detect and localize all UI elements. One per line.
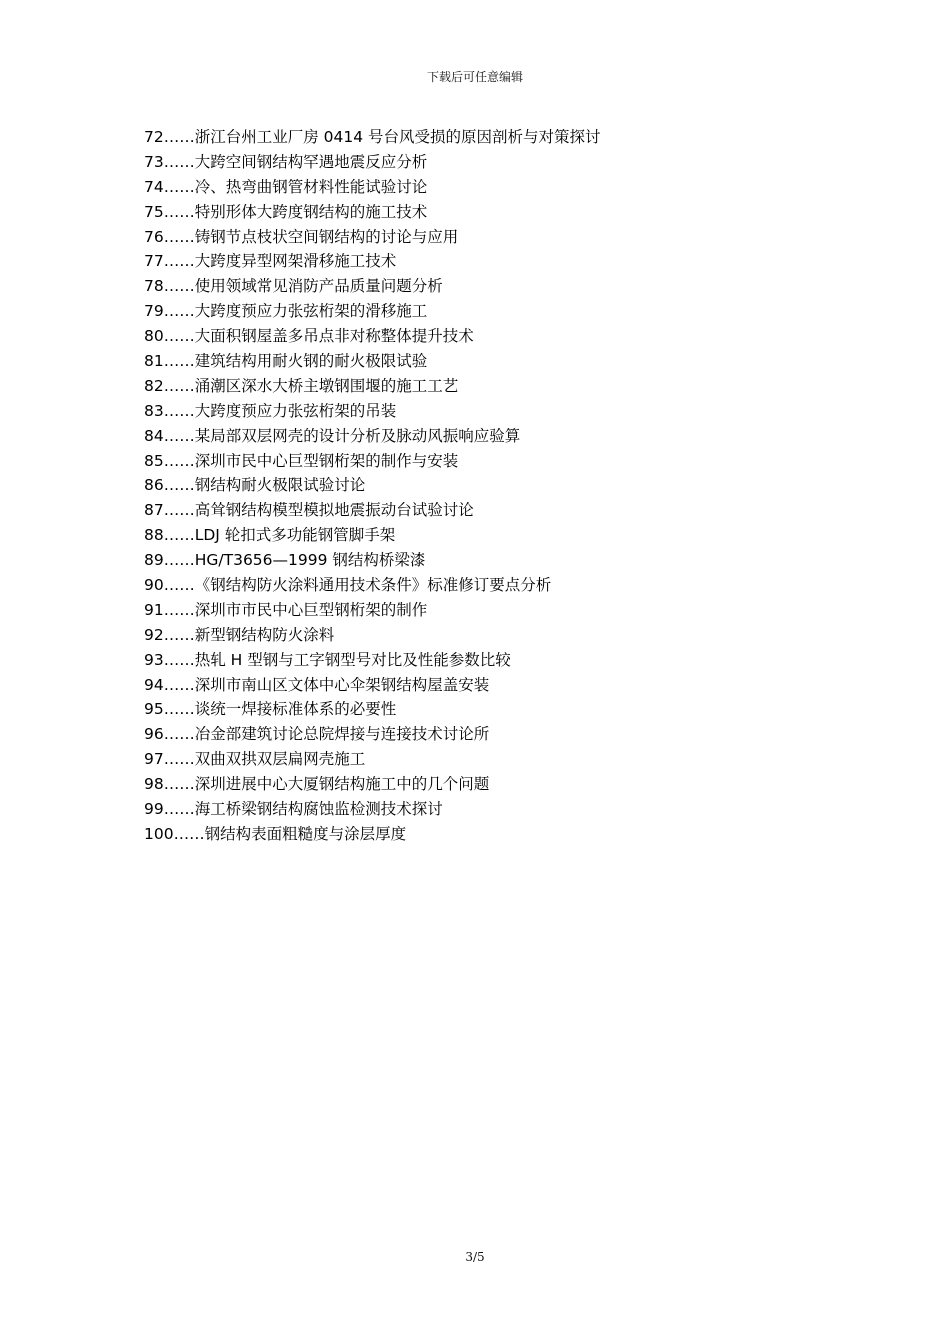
toc-entry: 86……钢结构耐火极限试验讨论 xyxy=(144,476,366,495)
toc-entry: 99……海工桥梁钢结构腐蚀监检测技术探讨 xyxy=(144,800,443,819)
toc-entry: 91……深圳市市民中心巨型钢桁架的制作 xyxy=(144,600,428,619)
toc-entry: 87……高耸钢结构模型模拟地震振动台试验讨论 xyxy=(144,501,474,520)
toc-entry: 80……大面积钢屋盖多吊点非对称整体提升技术 xyxy=(144,327,474,346)
page-number: 3/5 xyxy=(465,1250,485,1264)
toc-entry: 84……某局部双层网壳的设计分析及脉动风振响应验算 xyxy=(144,426,521,445)
toc-entry: 74……冷、热弯曲钢管材料性能试验讨论 xyxy=(144,177,428,196)
toc-entry: 92……新型钢结构防火涂料 xyxy=(144,625,335,644)
toc-entry: 89……HG/T3656—1999 钢结构桥梁漆 xyxy=(144,551,426,570)
toc-entry: 93……热轧 H 型钢与工字钢型号对比及性能参数比较 xyxy=(144,650,511,669)
toc-entry: 75……特别形体大跨度钢结构的施工技术 xyxy=(144,202,428,221)
toc-entry: 73……大跨空间钢结构罕遇地震反应分析 xyxy=(144,152,428,171)
toc-entry: 76……铸钢节点枝状空间钢结构的讨论与应用 xyxy=(144,227,459,246)
page-header: 下载后可任意编辑 xyxy=(426,70,523,84)
toc-entry: 79……大跨度预应力张弦桁架的滑移施工 xyxy=(144,302,428,321)
toc-entry: 100……钢结构表面粗糙度与涂层厚度 xyxy=(144,824,407,843)
toc-entry: 72……浙江台州工业厂房 0414 号台风受损的原因剖析与对策探讨 xyxy=(144,128,601,146)
toc-entry: 98……深圳进展中心大厦钢结构施工中的几个问题 xyxy=(144,775,490,794)
toc-entry: 78……使用领域常见消防产品质量问题分析 xyxy=(144,277,443,296)
toc-entry: 77……大跨度异型网架滑移施工技术 xyxy=(144,252,397,271)
toc-entry: 81……建筑结构用耐火钢的耐火极限试验 xyxy=(144,352,428,371)
toc-entry: 88……LDJ 轮扣式多功能钢管脚手架 xyxy=(144,526,396,545)
toc-entry: 95……谈统一焊接标准体系的必要性 xyxy=(144,700,397,719)
toc-list xyxy=(144,125,601,847)
toc-entry: 94……深圳市南山区文体中心伞架钢结构屋盖安装 xyxy=(144,675,490,694)
toc-entry: 97……双曲双拱双层扁网壳施工 xyxy=(144,750,366,769)
toc-entry: 85……深圳市民中心巨型钢桁架的制作与安装 xyxy=(144,451,459,470)
toc-entry: 83……大跨度预应力张弦桁架的吊装 xyxy=(144,401,397,420)
toc-entry: 96……冶金部建筑讨论总院焊接与连接技术讨论所 xyxy=(144,725,490,744)
toc-entry: 82……涌潮区深水大桥主墩钢围堰的施工工艺 xyxy=(144,376,459,395)
toc-entry: 90……《钢结构防火涂料通用技术条件》标准修订要点分析 xyxy=(144,576,552,595)
